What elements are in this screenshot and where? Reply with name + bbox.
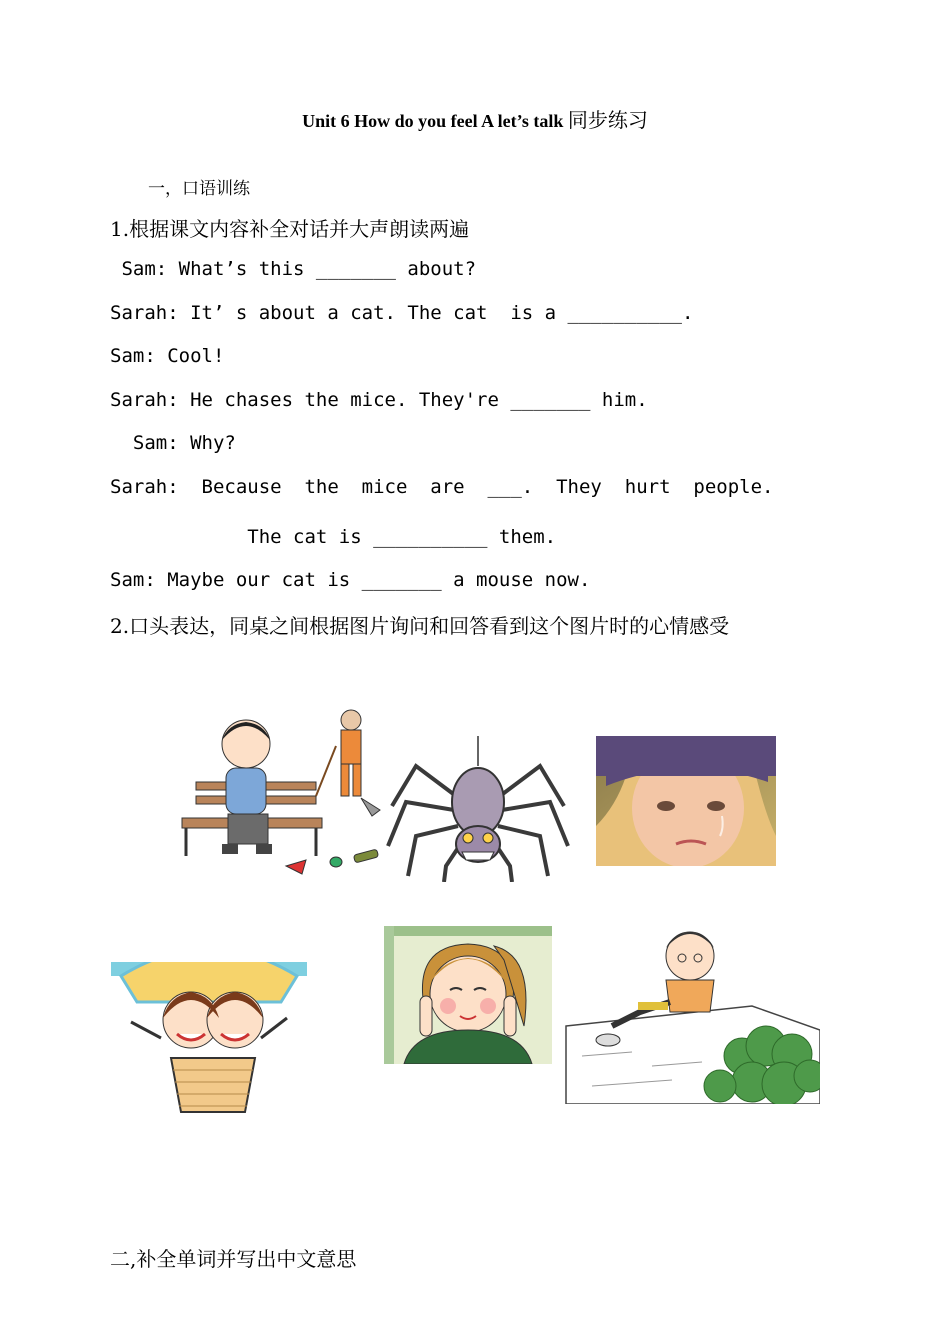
- boy-climbing-wall-icon: [552, 926, 820, 1104]
- dialogue-line: Sam: Maybe our cat is _______ a mouse now.: [110, 569, 591, 591]
- dialogue-line: Sam: Cool!: [110, 345, 225, 367]
- section2-heading: 二,补全单词并写出中文意思: [110, 1247, 357, 1271]
- title-english: Unit 6 How do you feel A let’s talk: [302, 111, 568, 131]
- dialogue-line: Sam: Why?: [110, 432, 236, 454]
- dialogue-line: Sam: What’s this _______ about?: [110, 258, 477, 280]
- scary-spider-icon: [386, 736, 570, 882]
- dialogue-line: Sarah: It’ s about a cat. The cat is a __________.: [110, 302, 694, 324]
- boy-on-bench-litter-icon: [176, 706, 386, 882]
- q1-prompt: 1.根据课文内容补全对话并大声朗读两遍: [110, 217, 470, 241]
- kids-in-balloon-icon: [111, 962, 307, 1116]
- girl-plugging-ears-icon: [384, 926, 552, 1064]
- title-chinese: 同步练习: [567, 110, 648, 132]
- q2-prompt: 2.口头表达，同桌之间根据图片询问和回答看到这个图片时的心情感受: [110, 614, 730, 638]
- crying-girl-photo-icon: [596, 736, 776, 866]
- section1-heading: 一，口语训练: [148, 179, 250, 199]
- dialogue-line: The cat is __________ them.: [110, 526, 557, 548]
- dialogue-line: Sarah: Because the mice are ___. They hurt people.: [110, 476, 774, 498]
- dialogue-line: Sarah: He chases the mice. They're _______ him.: [110, 389, 648, 411]
- page-title: [0, 104, 950, 133]
